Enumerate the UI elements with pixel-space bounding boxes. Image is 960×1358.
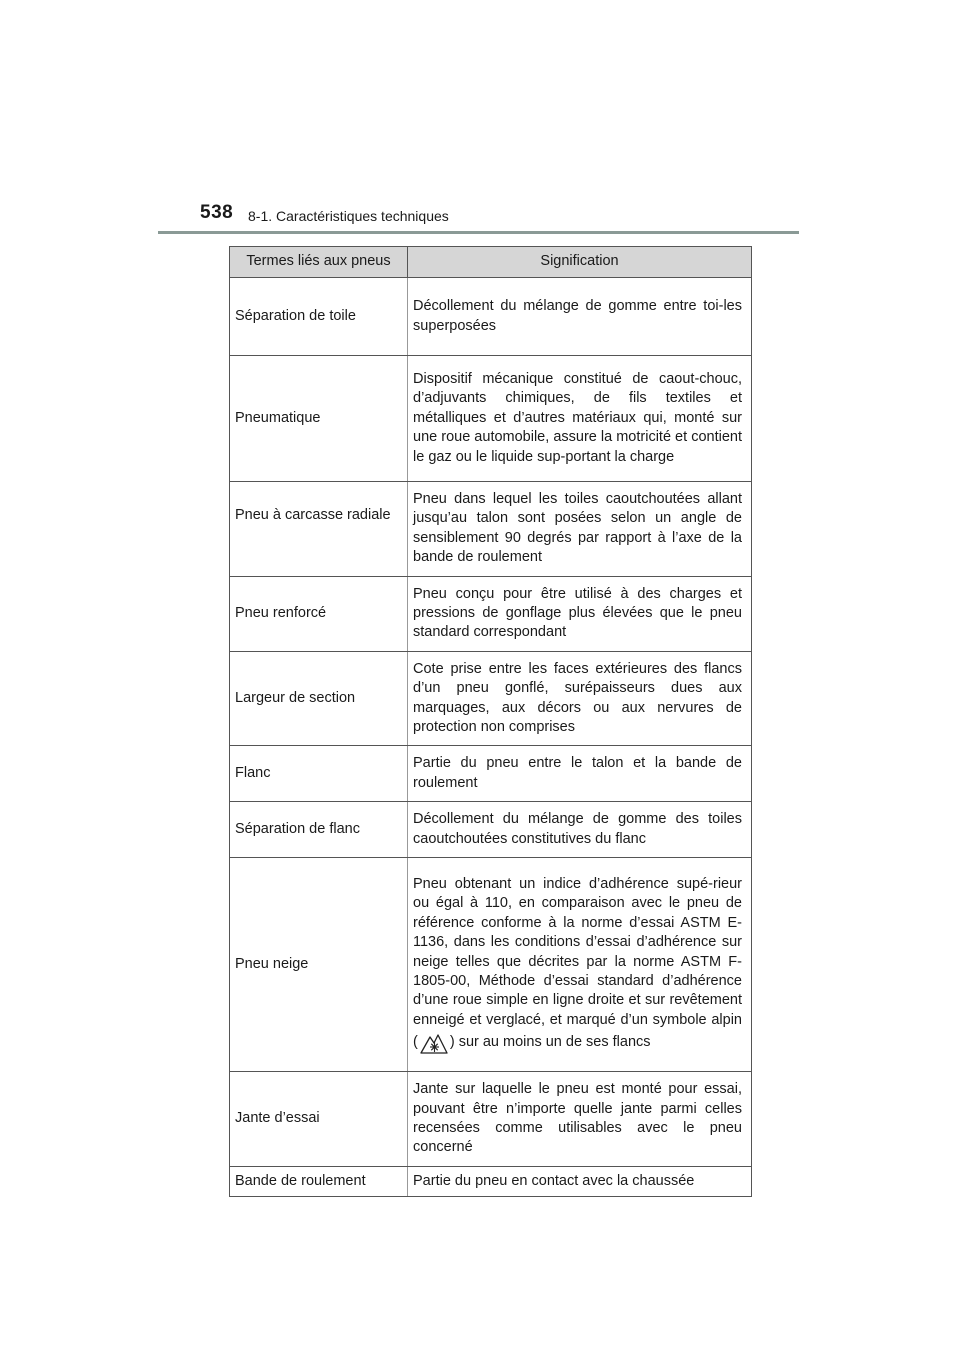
definition-text-end: ) sur au moins un de ses flancs (449, 1034, 651, 1051)
column-header-meaning: Signification (408, 247, 752, 278)
table-row (230, 746, 752, 802)
table-row (230, 278, 752, 356)
term-cell: Pneu à carcasse radiale (230, 482, 408, 577)
header-rule (158, 231, 799, 234)
column-header-terms: Termes liés aux pneus (230, 247, 408, 278)
page-number: 538 (200, 202, 234, 223)
term-cell: Séparation de toile (230, 278, 408, 356)
definition-text: Pneu obtenant un indice d’adhérence supé-rieur ou égal à 110, en comparaison avec le pneu de référence conforme à la norme d’essai ASTM E-1136, dans les conditions d’essai d’adhérence sur neige telles que décrites par la norme ASTM F-1805-00, Méthode d’essai standard d’adhérence d’une roue simple en ligne droite et sur revêtement enneigé et verglacé, et marqué d’un symbole alpin ( (413, 875, 742, 1051)
definition-cell (408, 858, 752, 1072)
definition-cell: Partie du pneu entre le talon et la bande de roulement (408, 746, 752, 802)
table-row (230, 576, 752, 651)
definition-cell: Pneu dans lequel les toiles caoutchoutées allant jusqu’au talon sont posées selon un angle de sensiblement 90 degrés par rapport à l’axe de la bande de roulement (408, 482, 752, 577)
term-cell: Jante d’essai (230, 1072, 408, 1167)
table-row (230, 1166, 752, 1196)
definition-cell: Partie du pneu en contact avec la chaussée (408, 1166, 752, 1196)
definition-cell: Jante sur laquelle le pneu est monté pour essai, pouvant être n’importe quelle jante parmi celles recensées comme utilisables avec le pneu concerné (408, 1072, 752, 1167)
table-row (230, 858, 752, 1072)
table-row (230, 1072, 752, 1167)
definition-cell: Pneu conçu pour être utilisé à des charges et pressions de gonflage plus élevées que le pneu standard correspondant (408, 576, 752, 651)
table-row (230, 356, 752, 482)
table-row (230, 651, 752, 746)
mountain-snowflake-icon (420, 1030, 448, 1054)
tire-terms-table (229, 246, 752, 1197)
definition-cell: Décollement du mélange de gomme entre toi-les superposées (408, 278, 752, 356)
term-cell: Flanc (230, 746, 408, 802)
term-cell: Pneu renforcé (230, 576, 408, 651)
definition-cell: Cote prise entre les faces extérieures des flancs d’un pneu gonflé, surépaisseurs dues aux marquages, aux décors ou aux nervures de protection non comprises (408, 651, 752, 746)
definition-cell: Dispositif mécanique constitué de caout-chouc, d’adjuvants chimiques, de fils textiles et métalliques et d’autres matériaux qui, monté sur une roue automobile, assure la motricité et contient le gaz ou le liquide sup-portant la charge (408, 356, 752, 482)
section-title: 8-1. Caractéristiques techniques (248, 208, 449, 224)
term-cell: Bande de roulement (230, 1166, 408, 1196)
table-header-row (230, 247, 752, 278)
term-cell: Largeur de section (230, 651, 408, 746)
definition-cell: Décollement du mélange de gomme des toiles caoutchoutées constitutives du flanc (408, 802, 752, 858)
term-cell: Séparation de flanc (230, 802, 408, 858)
table-row (230, 802, 752, 858)
term-cell: Pneumatique (230, 356, 408, 482)
table-row (230, 482, 752, 577)
term-cell: Pneu neige (230, 858, 408, 1072)
